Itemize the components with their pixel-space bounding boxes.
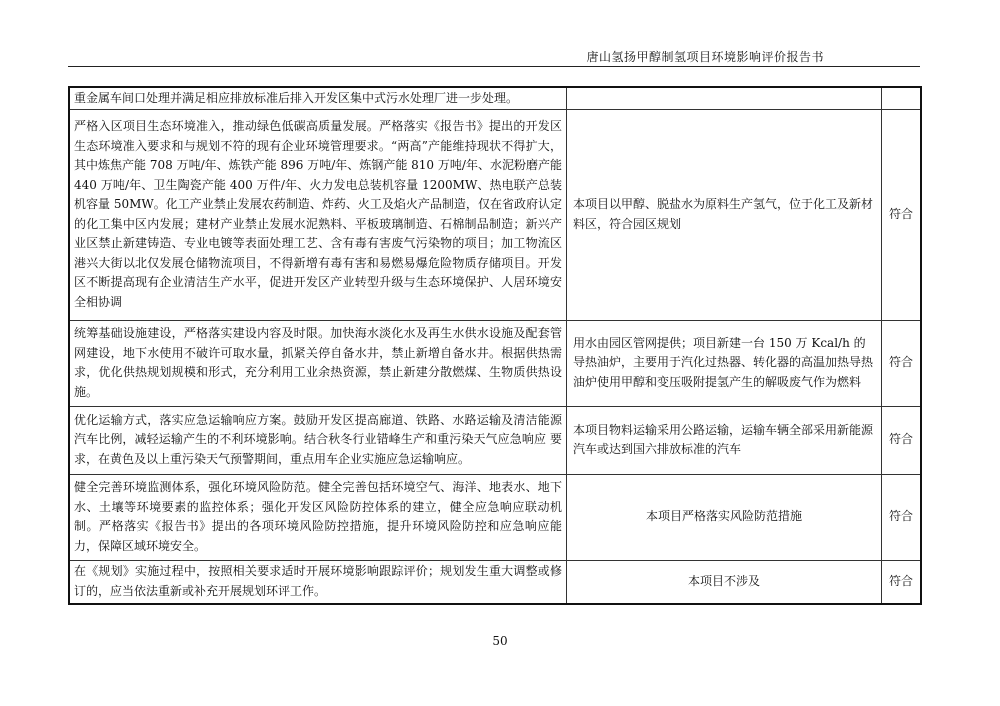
document-title: 唐山氢扬甲醇制氢项目环境影响评价报告书 [586, 50, 824, 64]
requirement-cell: 严格入区项目生态环境准入，推动绿色低碳高质量发展。严格落实《报告书》提出的开发区生态环境准入要求和与规划不符的现有企业环境管理要求。“两高”产能维持现状不得扩大，其中炼焦产能 708 万吨/年、炼铁产能 896 万吨/年、炼钢产能 810 万吨/年、水泥粉磨产能 440 万吨/年、卫生陶瓷产能 400 万件/年、火力发电总装机容量 1200MW、热电联产总装机容量 50MW。化工产业禁止发展农药制造、炸药、火工及焰火产品制造，仅在省政府认定的化工集中区内发展；建材产业禁止发展水泥熟料、平板玻璃制造、石棉制品制造；新兴产业区禁止新建铸造、专业电镀等表面处理工艺、含有毒有害废气污染物的项目；加工物流区港兴大街以北仅发展仓储物流项目，不得新增有毒有害和易燃易爆危险物质存储项目。开发区不断提高现有企业清洁生产水平，促进开发区产业转型升级与生态环境保护、人居环境安全相协调 [69, 109, 567, 320]
table-row [69, 406, 921, 474]
table-row [69, 560, 921, 604]
requirement-cell: 在《规划》实施过程中，按照相关要求适时开展环境影响跟踪评价；规划发生重大调整或修订的，应当依法重新或补充开展规划环评工作。 [69, 560, 567, 604]
table-row [69, 87, 921, 109]
project-cell: 本项目不涉及 [567, 560, 882, 604]
requirement-cell: 重金属车间口处理并满足相应排放标准后排入开发区集中式污水处理厂进一步处理。 [69, 87, 567, 109]
conclusion-cell [882, 87, 922, 109]
conclusion-cell: 符合 [882, 320, 922, 406]
conclusion-cell: 符合 [882, 406, 922, 474]
requirement-cell: 优化运输方式，落实应急运输响应方案。鼓励开发区提高廊道、铁路、水路运输及清洁能源汽车比例，减轻运输产生的不利环境影响。结合秋冬行业错峰生产和重污染天气应急响应 要求，在黄色及以上重污染天气预警期间，重点用车企业实施应急运输响应。 [69, 406, 567, 474]
table-row [69, 109, 921, 320]
requirement-cell: 健全完善环境监测体系，强化环境风险防范。健全完善包括环境空气、海洋、地表水、地下水、土壤等环境要素的监控体系；强化开发区风险防控体系的建立，健全应急响应联动机制。严格落实《报告书》提出的各项环境风险防控措施，提升环境风险防控和应急响应能力，保障区域环境安全。 [69, 474, 567, 560]
conclusion-cell: 符合 [882, 109, 922, 320]
table-row [69, 474, 921, 560]
project-cell: 本项目严格落实风险防范措施 [567, 474, 882, 560]
project-cell: 本项目以甲醇、脱盐水为原料生产氢气，位于化工及新材料区，符合园区规划 [567, 109, 882, 320]
project-cell: 本项目物料运输采用公路运输，运输车辆全部采用新能源汽车或达到国六排放标准的汽车 [567, 406, 882, 474]
conclusion-cell: 符合 [882, 560, 922, 604]
page-number: 50 [492, 634, 508, 648]
conclusion-cell: 符合 [882, 474, 922, 560]
compliance-table [68, 86, 922, 605]
requirement-cell: 统筹基础设施建设，严格落实建设内容及时限。加快海水淡化水及再生水供水设施及配套管网建设，地下水使用不破许可取水量，抓紧关停自备水井，禁止新增自备水井。根据供热需求，优化供热规划规模和形式，充分利用工业余热资源，禁止新建分散燃煤、生物质供热设施。 [69, 320, 567, 406]
page-header [68, 46, 920, 67]
project-cell [567, 87, 882, 109]
table-row [69, 320, 921, 406]
project-cell: 用水由园区管网提供；项目新建一台 150 万 Kcal/h 的导热油炉，主要用于汽化过热器、转化器的高温加热导热油炉使用甲醇和变压吸附提氢产生的解吸废气作为燃料 [567, 320, 882, 406]
